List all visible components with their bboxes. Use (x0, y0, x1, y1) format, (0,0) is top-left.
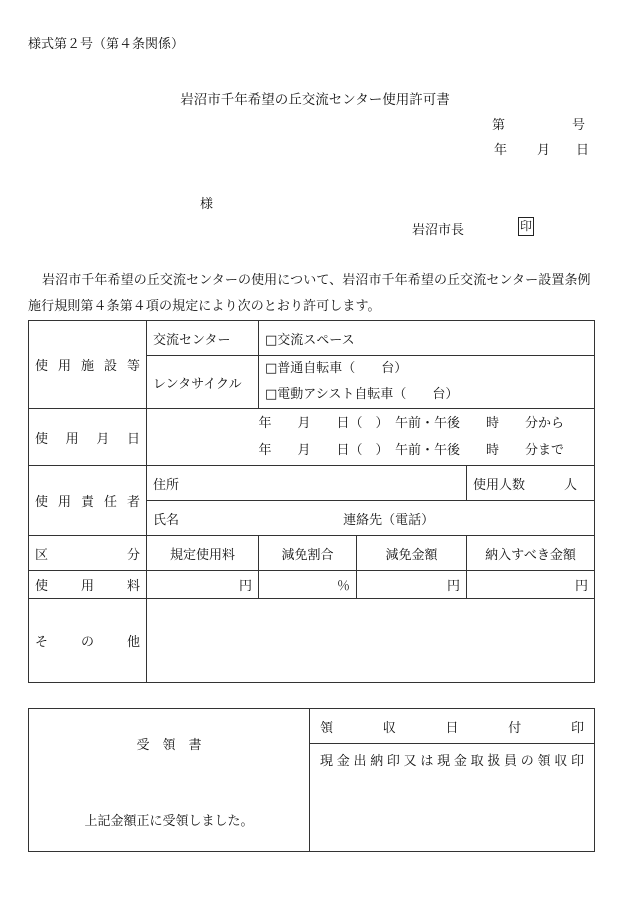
issue-number-suffix: 号 (572, 118, 586, 133)
cycle-option-regular: □普通自転車（ 台） (265, 361, 408, 376)
receipt-table (28, 708, 595, 852)
other-value (147, 599, 595, 683)
category-header: 区分 (35, 547, 140, 563)
responsible-label: 使用責任者 (35, 495, 140, 510)
payable-amount-header: 納入すべき金額 (467, 536, 595, 571)
usage-date-label: 使用月日 (35, 431, 140, 447)
seal-stamp: 印 (518, 217, 534, 236)
issue-number-prefix: 第 (492, 118, 506, 133)
category-header-cell (29, 536, 147, 571)
issuer-name: 岩沼市長 (412, 223, 465, 238)
reduction-amount-header: 減免金額 (357, 536, 467, 571)
responsible-label-cell (29, 466, 147, 536)
reduction-rate-value: ％ (259, 571, 357, 599)
center-label: 交流センター (147, 321, 259, 356)
other-label-cell (29, 599, 147, 683)
receipt-confirmation-text: 上記金額正に受領しました。 (84, 814, 254, 829)
facility-label: 使用施設等 (35, 359, 140, 374)
receipt-confirmation-cell (29, 709, 310, 852)
responsible-address: 住所 (147, 466, 467, 501)
stamp-header-cell (310, 709, 595, 744)
permission-body-text: 岩沼市千年希望の丘交流センターの使用について、岩沼市千年希望の丘交流センター設置条例施行規則第４条第４項の規定により次のとおり許可します。 (28, 273, 591, 314)
facility-label-cell (29, 321, 147, 409)
issue-date-year: 年 (494, 143, 508, 158)
issue-date-month: 月 (537, 143, 551, 158)
reduction-rate-header: 減免割合 (259, 536, 357, 571)
other-label: その他 (35, 635, 140, 650)
receipt-title: 受 領 書 (136, 738, 202, 753)
stamp-area (310, 744, 595, 852)
center-option: □交流スペース (259, 321, 595, 356)
responsible-headcount: 使用人数 人 (467, 466, 595, 501)
responsible-contact: 連絡先（電話） (343, 512, 435, 528)
responsible-name: 氏名 (153, 512, 180, 528)
cycle-option-electric: □電動アシスト自転車（ 台） (265, 387, 459, 402)
fee-label-cell (29, 571, 147, 599)
responsible-name-row (147, 501, 595, 536)
usage-date-value (147, 409, 595, 466)
form-number: 様式第２号（第４条関係） (28, 37, 185, 52)
cycle-options (259, 356, 595, 409)
issue-date-day: 日 (576, 143, 590, 158)
usage-date-label-cell (29, 409, 147, 466)
addressee-suffix: 様 (200, 197, 214, 212)
receipt-stamp-note: 現金出納印又は現金取扱員の領収印 (320, 754, 584, 769)
receipt-stamp-header: 領収日付印 (320, 720, 584, 736)
cycle-label: レンタサイクル (147, 356, 259, 409)
usage-date-to: 年 月 日（ ） 午前・午後 時 分まで (258, 443, 565, 458)
reduction-amount-value: 円 (357, 571, 467, 599)
document-title: 岩沼市千年希望の丘交流センター使用許可書 (180, 92, 450, 108)
standard-fee-header: 規定使用料 (147, 536, 259, 571)
standard-fee-value: 円 (147, 571, 259, 599)
usage-date-from: 年 月 日（ ） 午前・午後 時 分から (258, 416, 565, 431)
payable-amount-value: 円 (467, 571, 595, 599)
permission-table (28, 320, 595, 683)
fee-label: 使用料 (35, 579, 140, 594)
